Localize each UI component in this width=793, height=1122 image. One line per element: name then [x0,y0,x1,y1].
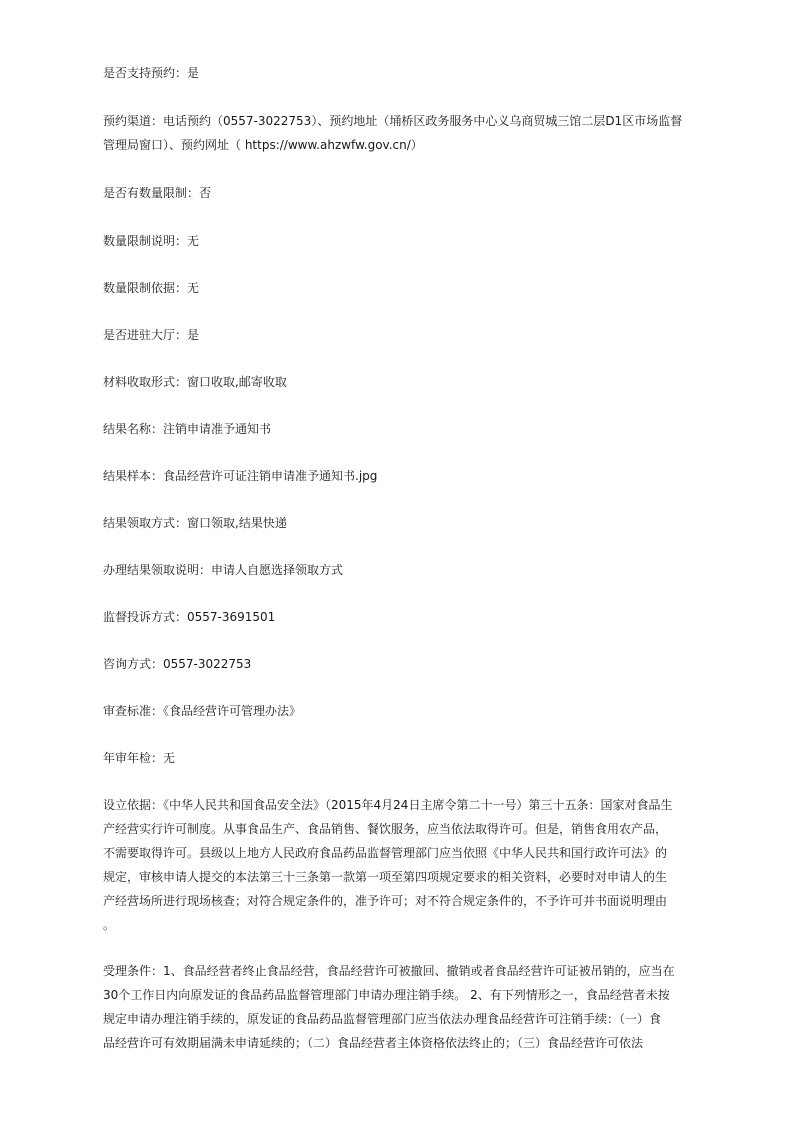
acceptance-line: 受理条件：1、食品经营者终止食品经营，食品经营许可被撤回、撤销或者食品经营许可证被吊销的，应当在 [103,964,675,978]
acceptance-paragraph [103,959,683,1055]
field-annual-review: 年审年检：无 [103,751,176,765]
field-quantity-limit-desc: 数量限制说明：无 [103,234,200,248]
field-quantity-limit-basis: 数量限制依据：无 [103,281,200,295]
field-result-pickup: 结果领取方式：窗口领取,结果快递 [103,516,287,530]
basis-line: 产经营场所进行现场核查；对符合规定条件的，准予许可；对不符合规定条件的，不予许可并书面说明理由 [103,894,668,908]
acceptance-line: 规定申请办理注销手续的，原发证的食品药品监督管理部门应当依法办理食品经营许可注销手续：（一）食 [103,1012,662,1026]
acceptance-line: 30个工作日内向原发证的食品药品监督管理部门申请办理注销手续。 2、有下列情形之一，食品经营者未按 [103,988,670,1002]
acceptance-line: 品经营许可有效期届满未申请延续的；（二）食品经营者主体资格依法终止的；（三）食品经营许可依法 [103,1036,644,1050]
field-consult: 咨询方式：0557-3022753 [103,657,252,671]
basis-paragraph [103,793,683,937]
basis-line: 。 [103,918,116,932]
field-in-hall: 是否进驻大厅：是 [103,328,200,342]
field-material-collection: 材料收取形式：窗口收取,邮寄收取 [103,375,287,389]
basis-line: 不需要取得许可。县级以上地方人民政府食品药品监督管理部门应当依照《中华人民共和国行政许可法》的 [103,846,668,860]
basis-line: 设立依据：《中华人民共和国食品安全法》（2015年4月24日主席令第二十一号）第三十五条：国家对食品生 [103,798,673,812]
field-reservation-channel-line-1: 预约渠道：电话预约（0557-3022753）、预约地址（埇桥区政务服务中心义乌商贸城三馆二层D1区市场监督 [103,114,683,128]
field-complaint: 监督投诉方式：0557-3691501 [103,610,276,624]
field-result-name: 结果名称：注销申请准予通知书 [103,422,272,436]
field-review-standard: 审查标准：《食品经营许可管理办法》 [103,704,302,718]
field-reservation-support: 是否支持预约：是 [103,66,200,80]
basis-line: 规定，审核申请人提交的本法第三十三条第一款第一项至第四项规定要求的相关资料，必要时对申请人的生 [103,870,668,884]
field-result-sample: 结果样本：食品经营许可证注销申请准予通知书.jpg [103,469,378,483]
field-reservation-channel-line-2: 管理局窗口）、预约网址（ https://www.ahzwfw.gov.cn/） [103,138,423,152]
basis-line: 产经营实行许可制度。从事食品生产、食品销售、餐饮服务，应当依法取得许可。但是，销售食用农产品， [103,822,668,836]
field-quantity-limit: 是否有数量限制：否 [103,186,212,200]
field-result-pickup-desc: 办理结果领取说明：申请人自愿选择领取方式 [103,563,344,577]
